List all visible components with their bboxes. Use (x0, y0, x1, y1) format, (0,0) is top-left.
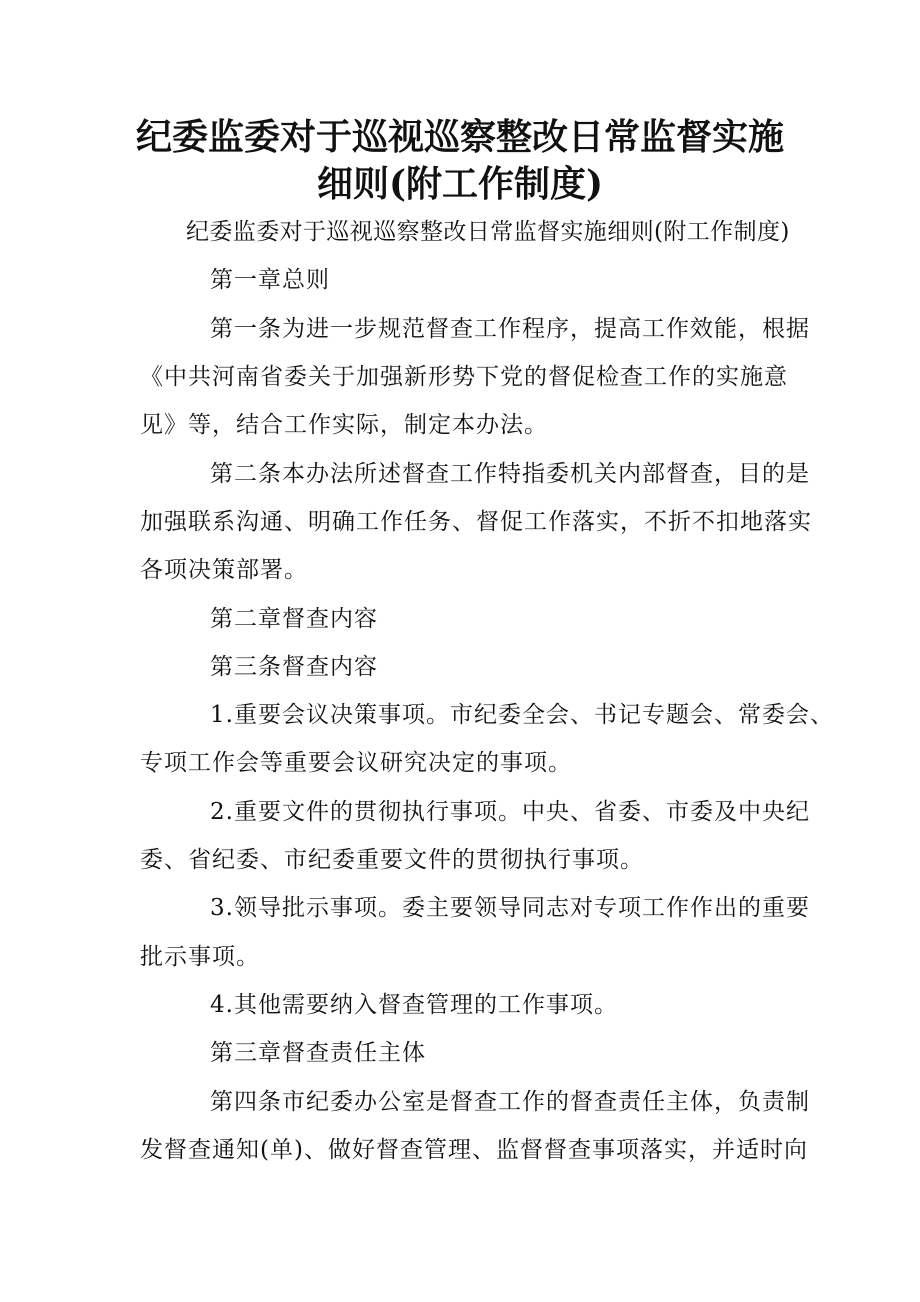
article-2-line-3: 各项决策部署。 (140, 557, 308, 583)
item-2-line-1: 2.重要文件的贯彻执行事项。中央、省委、市委及中央纪 (210, 799, 810, 825)
document-subtitle: 纪委监委对于巡视巡察整改日常监督实施细则(附工作制度) (186, 219, 790, 245)
item-1-line-1: 1.重要会议决策事项。市纪委全会、书记专题会、常委会、 (210, 702, 834, 728)
article-2-line-2: 加强联系沟通、明确工作任务、督促工作落实，不折不扣地落实 (140, 509, 812, 535)
item-1-line-2: 专项工作会等重要会议研究决定的事项。 (140, 750, 572, 776)
article-1-line-3: 见》等，结合工作实际，制定本办法。 (140, 412, 548, 438)
article-4-line-1: 第四条市纪委办公室是督查工作的督查责任主体，负责制 (210, 1089, 810, 1115)
article-1-line-2: 《中共河南省委关于加强新形势下党的督促检查工作的实施意 (140, 364, 788, 390)
article-2-line-1: 第二条本办法所述督查工作特指委机关内部督查，目的是 (210, 461, 810, 487)
item-2-line-2: 委、省纪委、市纪委重要文件的贯彻执行事项。 (140, 847, 644, 873)
article-3-heading: 第三条督查内容 (210, 654, 378, 680)
item-3-line-2: 批示事项。 (140, 944, 260, 970)
chapter-2-heading: 第二章督查内容 (210, 606, 378, 632)
article-4-line-2: 发督查通知(单)、做好督查管理、监督督查事项落实，并适时向 (140, 1137, 808, 1163)
item-4-line: 4.其他需要纳入督查管理的工作事项。 (210, 992, 618, 1018)
chapter-1-heading: 第一章总则 (210, 267, 330, 293)
chapter-3-heading: 第三章督查责任主体 (210, 1040, 426, 1066)
item-3-line-1: 3.领导批示事项。委主要领导同志对专项工作作出的重要 (210, 895, 810, 921)
document-title-line-1: 纪委监委对于巡视巡察整改日常监督实施 (135, 116, 784, 158)
article-1-line-1: 第一条为进一步规范督查工作程序，提高工作效能，根据 (210, 316, 810, 342)
document-title-line-2: 细则(附工作制度) (316, 163, 604, 205)
